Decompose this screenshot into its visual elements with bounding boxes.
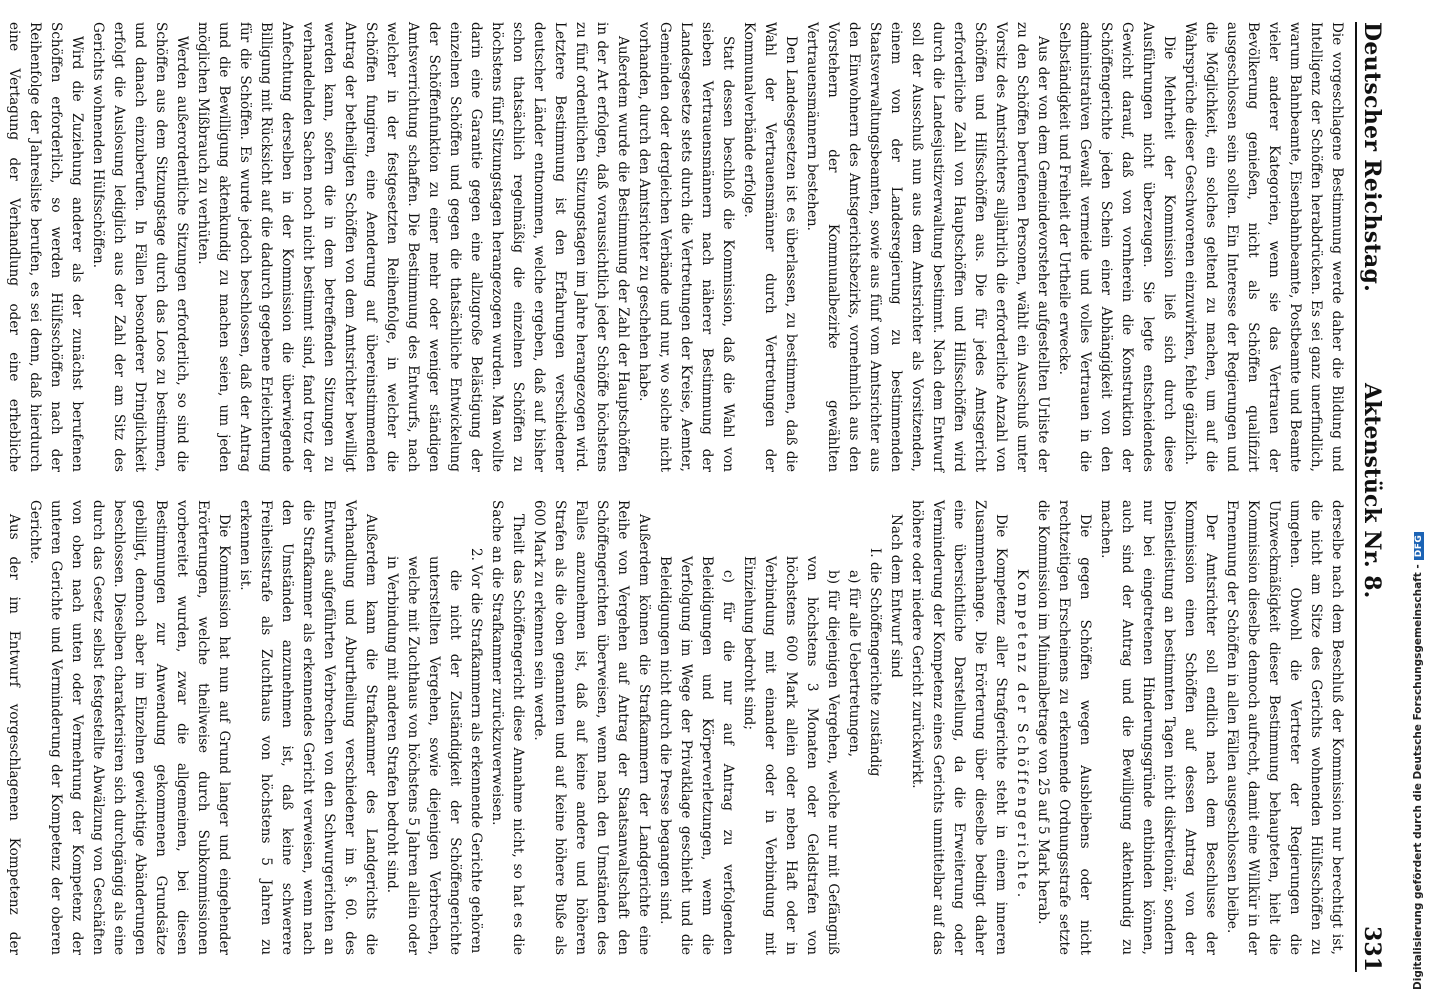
list-item: c) für die nur auf Antrag zu verfolgenden Beleidigungen und Körperverletzungen, wenn die Verfolgung im Wege der Privatklage geschieht und die Beleidigungen nicht durch die Presse begangen sind. <box>657 556 736 955</box>
right-paragraph: Der Amtsrichter soll endlich nach dem Beschlusse der Kommission einen Schöffen auf dessen Antrag von der Dienstleistung an bestimmten Tagen nicht diskretionär, sondern nur bei eingetretenen Hinderungsgründe entbinden können, auch sind der Antrag und die Bewilligung aktenkundig zu machen. <box>1098 500 1219 955</box>
right-paragraph: Außerdem können die Strafkammern der Landgerichte eine Reihe von Vergehen auf Antrag der Staatsanwaltschaft den Schöffengerichten überweisen, wenn nach den Umständen des Falles anzunehmen ist, daß auf keine andere und höheren Strafen als die oben genannten und auf keine höhere Buße als 600 Mark zu erkennen sein werde. <box>531 500 652 955</box>
dfg-logo: DFG <box>1414 532 1424 561</box>
right-paragraph: Außerdem kann die Strafkammer des Landgerichts die Verhandlung und Aburtheilung verschiedener im §. 60. des Entwurfs aufgeführten Verbrechen von den Schwurgerichten an die Strafkammer als erkennendes Gericht verweisen, wenn nach den Umständen anzunehmen ist, daß keine schwerere Freiheitsstrafe als Zuchthaus von höchstens 5 Jahren zu erkennen ist. <box>237 500 379 955</box>
right-column <box>6 500 1347 955</box>
right-paragraph: Theilt das Schöffengericht diese Annahme nicht, so hat es die Sache an die Strafkammer zurückzuverweisen. <box>489 500 526 955</box>
left-paragraph: Aus der von dem Gemeindevorsteher aufgestellten Urliste der zu den Schöffen berufenen Personen, wählt ein Ausschuß unter Vorsitz des Amtsrichters alljährlich die erforderliche Anzahl von Schöffen und Hilfsschöffen aus. Die für jedes Amtsgericht erforderliche Zahl von Hauptschöffen und Hilfsschöffen wird durch die Landesjustizverwaltung bestimmt. Nach dem Entwurf soll der Ausschuß nun aus dem Amtsrichter als Vorsitzenden, einem von der Landesregierung zu bestimmenden Staatsverwaltungsbeamten, sowie aus fünf vom Amtsrichter aus den Einwohnern des Amtsgerichtsbezirks, vornehmlich aus den Vorstehern der Kommunalbezirke gewählten Vertrauensmännern bestehen. <box>804 22 1051 472</box>
header-page-number: 331 <box>1359 926 1385 972</box>
list-item: die nicht der Zuständigkeit der Schöffengerichte unterstellten Vergehen, sowie diejenigen Verbrechen, welche mit Zuchthaus von höchstens 5 Jahren allein oder in Verbindung mit anderen Strafen bedroht sind. <box>384 556 463 955</box>
left-paragraph: Die vorgeschlagene Bestimmung werde daher die Bildung und Intelligenz der Schöffen herabdrücken. Es sei ganz unerfindlich, warum Bahnbeamte, Eisenbahnbeamte, Postbeamte und Beamte vieler anderer Kategorien, wenn sie das Vertrauen der Bevölkerung genießen, nicht als Schöffen qualifizirt ausgeschlossen sein sollten. Ein Interesse der Regierungen und die Möglichkeit, ein solches geltend zu machen, um auf die Wahrsprüche dieser Geschworenen einzuwirken, fehle gänzlich. <box>1182 22 1345 472</box>
right-paragraph: derselbe nach dem Beschluß der Kommission nur berechtigt ist, die nicht am Sitze des Gerichts wohnenden Hülfsschöffen zu umgehen. Obwohl die Vertreter der Regierungen die Unzweckmäßigkeit dieser Bestimmung behaupteten, hielt die Kommission dieselbe dennoch aufrecht, damit eine Willkür in der Ernennung der Schöffen in allen Fällen ausgeschlossen bleibe. <box>1224 500 1345 955</box>
right-paragraph: Nach dem Entwurf sind <box>888 514 904 678</box>
digitization-credit <box>1412 532 1424 990</box>
digitization-credit-text: Digitalisierung gefördert durch die Deutsche Forschungsgemeinschaft - <box>1412 564 1424 990</box>
right-paragraph: Die Kompetenz aller Strafgerichte steht in einem inneren Zusammenhange. Die Erörterung über dieselbe bedingt daher eine übersichtliche Darstellung, da die Erweiterung oder Verminderung der Kompetenz eines Gerichts unmittelbar auf das höhere oder niedere Gericht zurückwirkt. <box>909 500 1009 955</box>
left-paragraph: Den Landesgesetzen ist es überlassen, zu bestimmen, daß die Wahl der Vertrauensmänner durch Vertretungen der Kommunalverbände erfolge. <box>741 22 799 472</box>
right-paragraph: Die Kommission hat nun auf Grund langer und eingehender Erörterungen, welche theilweise durch Subkommissionen vorbereitet wurden, zwar die allgemeinen, bei diesen Bestimmungen zur Anwendung gekommenen Grundsätze gebilligt, dennoch aber im Einzelnen gewichtige Abänderungen beschlossen. Dieselben charakterisiren sich durchgängig als eine durch das Gesetz selbst festgestellte Abwälzung von Geschäften von oben nach unten oder Vermehrung der Kompetenz der unteren Gerichte und Verminderung der Kompetenz der oberen Gerichte. <box>27 500 232 955</box>
right-paragraph: Aus der im Entwurf vorgeschlagenen Kompetenz der <box>6 514 22 955</box>
page-header <box>1355 22 1395 972</box>
list-item: a) für alle Uebertretungen, <box>846 570 862 758</box>
left-paragraph: Werden außerordentliche Sitzungen erforderlich, so sind die Schöffen aus dem Sitzungstage durch das Loos zu bestimmen, und danach einzuberufen. In Fällen besonderer Dringlichkeit erfolgt die Auslosung lediglich aus der Zahl der am Sitz des Gerichts wohnenden Hülfsschöffen. <box>90 22 190 472</box>
left-paragraph: Statt dessen beschloß die Kommission, daß die Wahl von sieben Vertrauensmännern nach näherer Bestimmung der Landesgesetze stets durch die Vertretungen der Kreise, Aemter, Gemeinden oder dergleichen Verbände und nur, wo solche nicht vorhanden, durch den Amtsrichter zu geschehen habe. <box>636 22 736 472</box>
header-document-number: Aktenstück Nr. 8. <box>1359 383 1385 599</box>
list-item: I. die Schöffengerichte zuständig <box>867 548 883 777</box>
left-paragraph: Außerdem wurde die Bestimmung der Zahl der Hauptschöffen in der Art erfolgen, daß voraussichtlich jeder Schöffe höchstens zu fünf ordentlichen Sitzungstagen im Jahre herangezogen wird. Letztere Bestimmung ist den Erfahrungen verschiedener deutscher Länder entnommen, welche ergeben, daß auf bisher schon thatsächlich regelmäßig die einzelnen Schöffen zu höchstens fünf Sitzungstagen herangezogen wurden. Man wollte darin eine Garantie gegen eine allzugroße Belästigung der einzelnen Schöffen und gegen die thatsächliche Entwickelung der Schöffenfunktion zu einer mehr oder weniger ständigen Amtsverrichtung schaffen. Die Bestimmung des Entwurfs, nach welcher in der festgesetzten Reihenfolge, in welcher die Schöffen fungiren, eine Aenderung auf übereinstimmenden Antrag der betheiligten Schöffen von dem Amtsrichter bewilligt werden kann, sofern die in dem betreffenden Sitzungen zu verhandelnden Sachen noch nicht bestimmt sind, fand trotz der Anfechtung derselben in der Kommission die überwiegende Billigung mit Rücksicht auf die dadurch gegebene Erleichterung für die Schöffen. Es wurde jedoch beschlossen, daß der Antrag und die Bewilligung aktenkundig zu machen seien, um jeden möglichen Mißbrauch zu verhüten. <box>195 22 631 472</box>
left-paragraph: Wird die Zuziehung anderer als der zunächst berufenen Schöffen erforderlich, so werden Hülfsschöffen nach der Reihenfolge der Jahresliste berufen, es sei denn, daß hierdurch eine Vertagung der Verhandlung oder eine erhebliche <box>6 22 85 472</box>
right-paragraph: Die gegen Schöffen wegen Ausbleibens oder nicht rechtzeitigen Erscheinens zu erkennende Ordnungsstrafe setzte die Kommission im Minimalbetrage von 25 auf 5 Mark herab. <box>1035 500 1093 955</box>
header-publication: Deutscher Reichstag. <box>1359 22 1385 293</box>
list-item: 2. Vor die Strafkammern als erkennende Gerichte gehören <box>468 548 484 954</box>
list-item: b) für diejenigen Vergehen, welche nur mit Gefängniß von höchstens 3 Monaten oder Geldstrafen von höchstens 600 Mark allein oder neben Haft oder in Verbindung mit einander oder in Verbindung mit Einziehung bedroht sind; <box>741 556 841 955</box>
scanned-page <box>6 0 1405 1000</box>
left-column <box>6 22 1347 472</box>
section-heading: Kompetenz der Schöffengerichte. <box>1014 568 1030 901</box>
left-paragraph: Die Mehrheit der Kommission ließ sich durch diese Ausführungen nicht überzeugen. Sie legte entscheidendes Gewicht darauf, daß von vornherein die Konstruktion der Schöffengerichte jeden Schein einer Abhängigkeit von den administrativen Gewalt vermeide und volles Vertrauen in die Selbständigkeit und Freiheit der Urtheile erwecke. <box>1056 22 1177 472</box>
